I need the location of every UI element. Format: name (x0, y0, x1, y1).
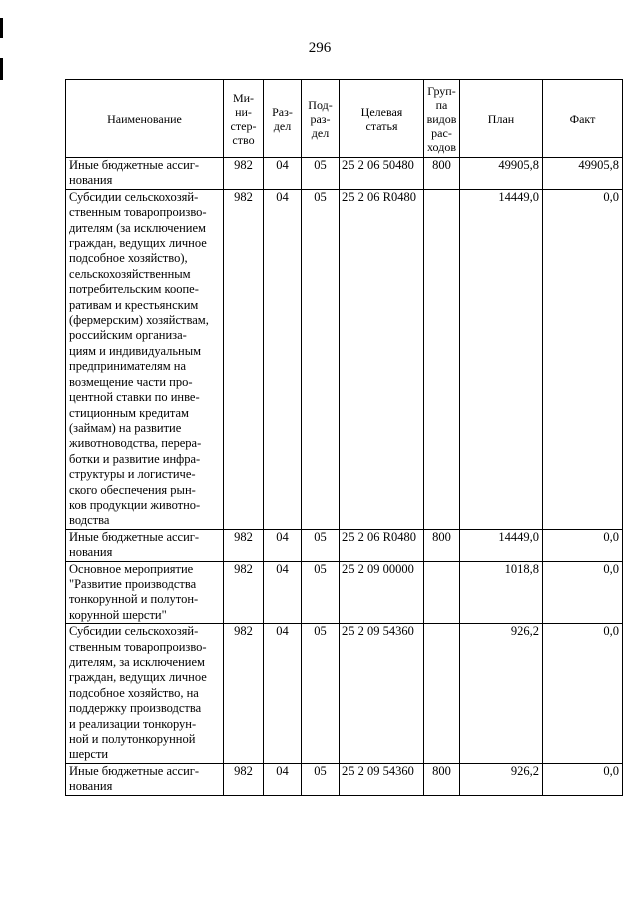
scan-edge-mark-bottom (0, 58, 3, 80)
cell-plan: 926,2 (460, 624, 543, 764)
cell-subsection: 05 (302, 158, 340, 190)
page-number: 296 (308, 40, 332, 56)
budget-table (65, 79, 623, 796)
cell-target: 25 2 09 00000 (340, 561, 424, 624)
cell-ministry: 982 (224, 624, 264, 764)
table-row (66, 158, 623, 190)
cell-section: 04 (264, 529, 302, 561)
cell-ministry: 982 (224, 189, 264, 529)
cell-section: 04 (264, 763, 302, 795)
cell-ministry: 982 (224, 561, 264, 624)
header-ministry: Ми- ни- стер- ство (224, 80, 264, 158)
cell-fact: 0,0 (543, 561, 623, 624)
cell-name: Субсидии сельскохозяй- ственным товаропроизво- дителям (за исключением граждан, ведущих личное подсобное хозяйство), сельскохозяйственным потребительским коопе- ративам и крестьянским (фермерским) хозяйствам, российским организа- циям и индивидуальным предпринимателям на возмещение части про- центной ставки по инве- стиционным кредитам (займам) на развитие животноводства, перера- ботки и развитие инфра- структуры и логистиче- ского обеспечения рын- ков продукции животно- водства (66, 189, 224, 529)
cell-section: 04 (264, 624, 302, 764)
cell-subsection: 05 (302, 529, 340, 561)
header-plan: План (460, 80, 543, 158)
table-row (66, 529, 623, 561)
cell-fact: 0,0 (543, 624, 623, 764)
cell-group (424, 189, 460, 529)
table-row (66, 763, 623, 795)
cell-subsection: 05 (302, 189, 340, 529)
cell-plan: 926,2 (460, 763, 543, 795)
cell-fact: 0,0 (543, 189, 623, 529)
cell-name: Субсидии сельскохозяй- ственным товаропроизво- дителям, за исключением граждан, ведущих личное подсобное хозяйство, на поддержку производства и реализации тонкорун- ной и полутонкорунной шерсти (66, 624, 224, 764)
cell-plan: 49905,8 (460, 158, 543, 190)
table-body (66, 158, 623, 796)
cell-section: 04 (264, 561, 302, 624)
cell-section: 04 (264, 158, 302, 190)
cell-fact: 49905,8 (543, 158, 623, 190)
cell-ministry: 982 (224, 763, 264, 795)
scan-edge-mark-top (0, 18, 3, 38)
header-target: Целевая статья (340, 80, 424, 158)
header-fact: Факт (543, 80, 623, 158)
cell-target: 25 2 09 54360 (340, 763, 424, 795)
cell-name: Иные бюджетные ассиг- нования (66, 763, 224, 795)
cell-target: 25 2 06 R0480 (340, 529, 424, 561)
cell-plan: 14449,0 (460, 529, 543, 561)
cell-plan: 1018,8 (460, 561, 543, 624)
cell-group (424, 624, 460, 764)
cell-fact: 0,0 (543, 529, 623, 561)
table-row (66, 189, 623, 529)
cell-name: Иные бюджетные ассиг- нования (66, 529, 224, 561)
cell-subsection: 05 (302, 561, 340, 624)
cell-name: Основное мероприятие "Развитие производства тонкорунной и полутон- корунной шерсти" (66, 561, 224, 624)
cell-group: 800 (424, 529, 460, 561)
cell-group (424, 561, 460, 624)
cell-target: 25 2 06 50480 (340, 158, 424, 190)
table-row (66, 561, 623, 624)
header-name: Наименование (66, 80, 224, 158)
cell-ministry: 982 (224, 158, 264, 190)
cell-target: 25 2 09 54360 (340, 624, 424, 764)
cell-group: 800 (424, 763, 460, 795)
cell-fact: 0,0 (543, 763, 623, 795)
cell-group: 800 (424, 158, 460, 190)
header-group: Груп- па видов рас- ходов (424, 80, 460, 158)
header-subsection: Под- раз- дел (302, 80, 340, 158)
cell-subsection: 05 (302, 763, 340, 795)
table-header-row (66, 80, 623, 158)
cell-section: 04 (264, 189, 302, 529)
cell-ministry: 982 (224, 529, 264, 561)
header-section: Раз- дел (264, 80, 302, 158)
cell-subsection: 05 (302, 624, 340, 764)
cell-name: Иные бюджетные ассиг- нования (66, 158, 224, 190)
cell-plan: 14449,0 (460, 189, 543, 529)
table-row (66, 624, 623, 764)
cell-target: 25 2 06 R0480 (340, 189, 424, 529)
